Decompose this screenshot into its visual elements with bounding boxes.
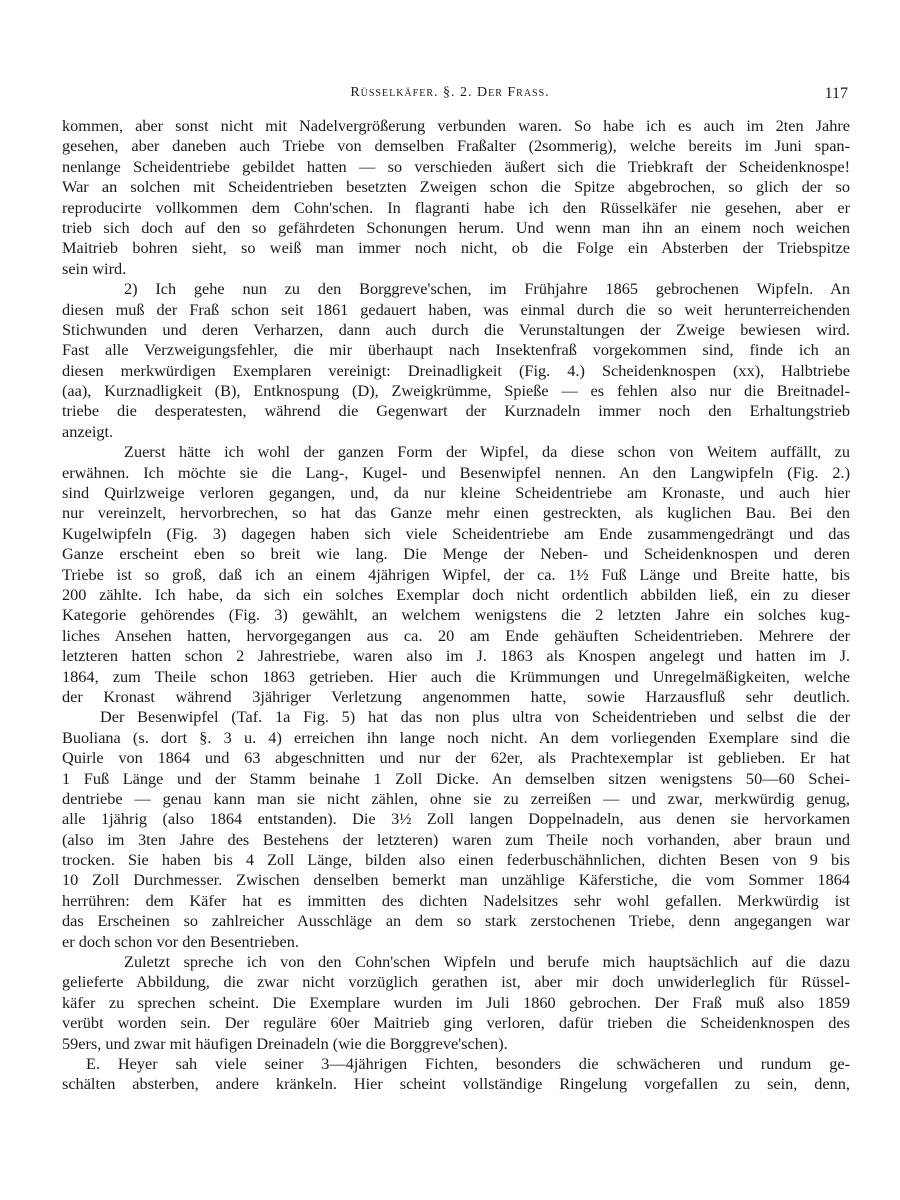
text-line: schälten absterben, andere kränkeln. Hier scheint vollständige Ringelung vorgefallen zu sein, denn, <box>62 1074 850 1094</box>
text-line: alle 1jährig (also 1864 entstanden). Die 3½ Zoll langen Doppelnadeln, aus denen sie hervorkamen <box>62 809 850 829</box>
text-line: nenlange Scheidentriebe gebildet hatten — so verschieden äußert sich die Triebkraft der Scheidenknospe! <box>62 156 850 176</box>
text-line: Ganze erscheint eben so breit wie lang. Die Menge der Neben- und Scheidenknospen und deren <box>62 544 850 564</box>
text-line: diesen merkwürdigen Exemplaren vereinigt: Dreinadligkeit (Fig. 4.) Scheidenknospen (xx), Halbtriebe <box>62 360 850 380</box>
running-title: Rüsselkäfer. §. 2. Der Frass. <box>350 85 550 100</box>
text-line: Maitrieb bohren sieht, so weiß man immer noch nicht, ob die Folge ein Absterben der Triebspitze <box>62 238 850 258</box>
text-line: 10 Zoll Durchmesser. Zwischen denselben bemerkt man unzählige Käferstiche, die vom Sommer 1864 <box>62 870 850 890</box>
text-line: 59ers, und zwar mit häufigen Dreinadeln (wie die Borggreve'schen). <box>62 1033 508 1053</box>
text-line: liches Ansehen hatten, hervorgegangen aus ca. 20 am Ende gehäuften Scheidentrieben. Mehrere der <box>62 625 850 645</box>
text-line: E. Heyer sah viele seiner 3—4jährigen Fichten, besonders die schwächeren und rundum ge- <box>86 1053 850 1073</box>
text-line: nur vereinzelt, hervorbrechen, so hat das Ganze mehr einen gestreckten, als kuglichen Bau. Bei den <box>62 503 850 523</box>
text-line: sind Quirlzweige verloren gegangen, und, da nur kleine Scheidentriebe am Kronaste, und auch hier <box>62 483 850 503</box>
text-line: (also im 3ten Jahre des Bestehens der letzteren) waren zum Theile noch vorhanden, aber braun und <box>62 829 850 849</box>
text-line: Stichwunden und deren Verharzen, dann auch durch die Verunstaltungen der Zweige bewiesen wird. <box>62 319 850 339</box>
text-line: Quirle von 1864 und 63 abgeschnitten und nur der 62er, als Prachtexemplar ist geblieben. Er hat <box>62 748 850 768</box>
text-line: 2) Ich gehe nun zu den Borggreve'schen, im Frühjahre 1865 gebrochenen Wipfeln. An <box>124 279 850 299</box>
page-number: 117 <box>824 85 848 102</box>
text-line: sein wird. <box>62 258 127 278</box>
text-line: das Erscheinen so zahlreicher Ausschläge an dem so stark zerstochenen Triebe, denn angegangen war <box>62 911 850 931</box>
text-line: gelieferte Abbildung, die zwar nicht vorzüglich gerathen ist, aber mir doch unwiderleglich für Rüssel- <box>62 972 850 992</box>
text-line: kommen, aber sonst nicht mit Nadelvergrößerung verbunden waren. So habe ich es auch im 2ten Jahre <box>62 116 850 135</box>
text-line: letzteren hatten schon 2 Jahrestriebe, waren also im J. 1863 als Knospen angelegt und hatten im J. <box>62 646 850 666</box>
text-line: (aa), Kurznadligkeit (B), Entknospung (D), Zweigkrümme, Spieße — es fehlen also nur die Breitnadel- <box>62 381 850 401</box>
text-line: 1864, zum Theile schon 1863 getrieben. Hier auch die Krümmungen und Unregelmäßigkeiten, welche <box>62 666 850 686</box>
text-line: Fast alle Verzweigungsfehler, die mir überhaupt nach Insektenfraß vorgekommen sind, finde ich an <box>62 340 850 360</box>
text-line: reproducirte vollkommen dem Cohn'schen. In flagranti habe ich den Rüsselkäfer nie gesehen, aber er <box>62 197 850 217</box>
text-line: er doch schon vor den Besentrieben. <box>62 931 299 951</box>
page-header <box>0 85 900 105</box>
text-line: Zuletzt spreche ich von den Cohn'schen Wipfeln und berufe mich hauptsächlich auf die dazu <box>124 952 850 972</box>
body-text <box>62 116 850 1095</box>
text-line: anzeigt. <box>62 421 114 441</box>
text-line: Kugelwipfeln (Fig. 3) dagegen haben sich viele Scheidentriebe am Ende zusammengedrängt und das <box>62 523 850 543</box>
text-line: gesehen, aber daneben auch Triebe von demselben Fraßalter (2sommerig), welche bereits im Juni span- <box>62 136 850 156</box>
text-line: 200 zählte. Ich habe, da sich ein solches Exemplar doch nicht ordentlich abbilden ließ, ein zu dieser <box>62 584 850 604</box>
text-line: diesen muß der Fraß schon seit 1861 gedauert haben, was einmal durch die so weit herunterreichenden <box>62 299 850 319</box>
text-line: Kategorie gehörendes (Fig. 3) gewählt, an welchem wenigstens die 2 letzten Jahre ein solches kug- <box>62 605 850 625</box>
text-line: Buoliana (s. dort §. 3 u. 4) erreichen ihn lange noch nicht. An dem vorliegenden Exemplare sind die <box>62 727 850 747</box>
text-line: herrühren: dem Käfer hat es immitten des dichten Nadelsitzes sehr wohl gefallen. Merkwürdig ist <box>62 890 850 910</box>
text-line: Der Besenwipfel (Taf. 1a Fig. 5) hat das non plus ultra von Scheidentrieben und selbst die der <box>100 707 850 727</box>
text-line: War an solchen mit Scheidentrieben besetzten Zweigen schon die Spitze abgebrochen, so glich der so <box>62 177 850 197</box>
text-line: dentriebe — genau kann man sie nicht zählen, ohne sie zu zerreißen — und zwar, merkwürdig genug, <box>62 788 850 808</box>
text-line: käfer zu sprechen scheint. Die Exemplare wurden im Juli 1860 gebrochen. Der Fraß muß also 1859 <box>62 992 850 1012</box>
text-line: der Kronast während 3jähriger Verletzung angenommen hatte, sowie Harzausfluß sehr deutlich. <box>62 686 850 706</box>
text-line: erwähnen. Ich möchte sie die Lang-, Kugel- und Besenwipfel nennen. An den Langwipfeln (Fig. 2.) <box>62 462 850 482</box>
text-line: Triebe ist so groß, daß ich an einem 4jährigen Wipfel, der ca. 1½ Fuß Länge und Breite hatte, bis <box>62 564 850 584</box>
text-line: Zuerst hätte ich wohl der ganzen Form der Wipfel, da diese schon von Weitem auffällt, zu <box>124 442 850 462</box>
text-line: 1 Fuß Länge und der Stamm beinahe 1 Zoll Dicke. An demselben sitzen wenigstens 50—60 Schei- <box>62 768 850 788</box>
text-line: trieb sich doch auf den so gefährdeten Schonungen herum. Und wenn man ihn an einem noch weichen <box>62 217 850 237</box>
text-line: triebe die desperatesten, während die Gegenwart der Kurznadeln immer noch den Erhaltungstrieb <box>62 401 850 421</box>
text-line: trocken. Sie haben bis 4 Zoll Länge, bilden also einen federbuschähnlichen, dichten Besen von 9 bis <box>62 850 850 870</box>
text-line: verübt worden sein. Der reguläre 60er Maitrieb ging verloren, dafür trieben die Scheidenknospen des <box>62 1013 850 1033</box>
